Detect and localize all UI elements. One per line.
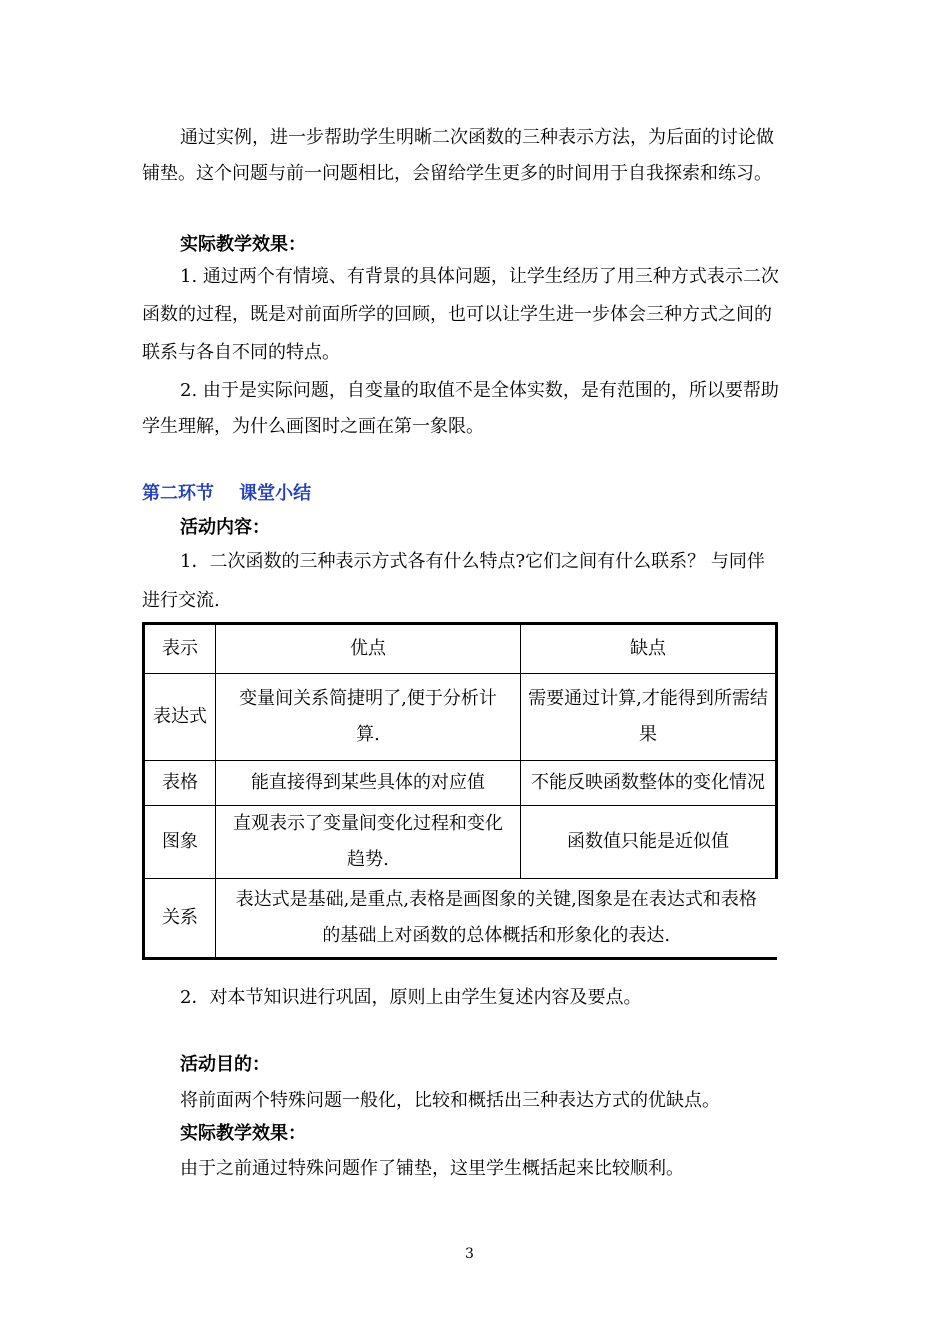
page-number: 3 — [465, 1246, 474, 1262]
con-cell — [521, 674, 777, 761]
paragraph-line: 学生理解，为什么画图时之画在第一象限。 — [142, 416, 484, 437]
table-header-row — [144, 624, 777, 674]
paragraph-line: 由于之前通过特殊问题作了铺垫，这里学生概括起来比较顺利。 — [180, 1158, 684, 1179]
con-cell — [521, 761, 777, 806]
table-header-cell: 缺点 — [521, 624, 777, 674]
paragraph-line: 铺垫。这个问题与前一问题相比，会留给学生更多的时间用于自我探索和练习。 — [142, 163, 772, 184]
paragraph-line: 将前面两个特殊问题一般化，比较和概括出三种表达方式的优缺点。 — [180, 1090, 720, 1111]
row-label: 关系 — [144, 879, 216, 959]
paragraph-line: 函数的过程，既是对前面所学的回顾，也可以让学生进一步体会三种方式之间的 — [142, 304, 772, 325]
pro-cell — [216, 674, 521, 761]
relation-cell — [216, 879, 777, 959]
pro-cell — [216, 806, 521, 879]
cell-text: 算. — [356, 724, 380, 745]
paragraph-line: 2．对本节知识进行巩固，原则上由学生复述内容及要点。 — [180, 987, 642, 1008]
row-label: 图象 — [144, 806, 216, 879]
table-row — [144, 674, 777, 761]
cell-text: 直观表示了变量间变化过程和变化 — [233, 813, 503, 834]
table-row — [144, 761, 777, 806]
cell-text: 的基础上对函数的总体概括和形象化的表达. — [322, 925, 671, 946]
cell-text: 变量间关系简捷明了,便于分析计 — [239, 688, 497, 709]
row-label: 表格 — [144, 761, 216, 806]
effect-heading: 实际教学效果： — [180, 234, 306, 255]
table-header-cell: 优点 — [216, 624, 521, 674]
paragraph-line: 2. 由于是实际问题，自变量的取值不是全体实数，是有范围的，所以要帮助 — [180, 380, 779, 401]
purpose-heading: 活动目的： — [180, 1054, 270, 1075]
cell-text: 能直接得到某些具体的对应值 — [251, 772, 485, 793]
cell-text: 函数值只能是近似值 — [567, 831, 729, 852]
cell-text: 趋势. — [347, 849, 389, 870]
activity-heading: 活动内容： — [180, 517, 270, 538]
con-cell — [521, 806, 777, 879]
question-line: 进行交流. — [142, 590, 220, 611]
paragraph-line: 通过实例，进一步帮助学生明晰二次函数的三种表示方法，为后面的讨论做 — [180, 127, 774, 148]
cell-text: 不能反映函数整体的变化情况 — [531, 772, 765, 793]
section-title: 第二环节 课堂小结 — [142, 483, 312, 504]
table-row — [144, 879, 777, 959]
cell-text: 果 — [639, 724, 657, 745]
pro-cell — [216, 761, 521, 806]
paragraph-line: 联系与各自不同的特点。 — [142, 342, 340, 363]
cell-text: 需要通过计算,才能得到所需结 — [528, 688, 768, 709]
row-label: 表达式 — [144, 674, 216, 761]
table-row — [144, 806, 777, 879]
summary-table — [142, 622, 778, 960]
cell-text: 表达式是基础,是重点,表格是画图象的关键,图象是在表达式和表格 — [235, 889, 757, 910]
effect-heading: 实际教学效果： — [180, 1123, 306, 1144]
question-line: 1．二次函数的三种表示方式各有什么特点?它们之间有什么联系？ 与同伴 — [180, 551, 765, 572]
paragraph-line: 1. 通过两个有情境、有背景的具体问题，让学生经历了用三种方式表示二次 — [180, 266, 779, 287]
table-header-cell: 表示 — [144, 624, 216, 674]
